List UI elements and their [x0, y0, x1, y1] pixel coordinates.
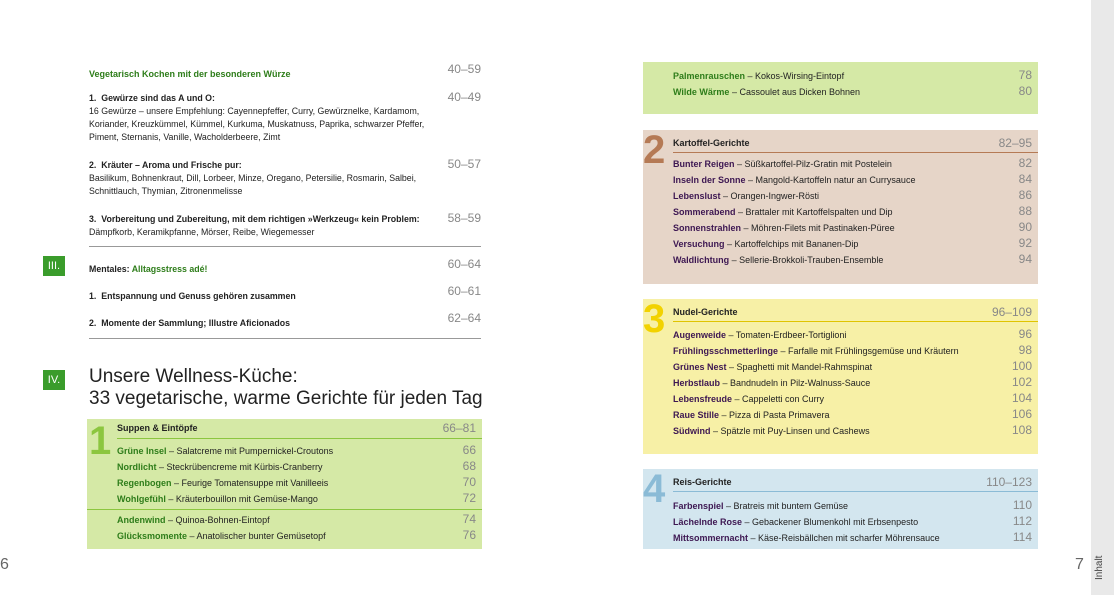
list-item: Südwind – Spätzle mit Puy-Linsen und Cashews 108	[673, 423, 1032, 437]
toc-item-kraeuter	[89, 159, 481, 198]
intro-pages: 40–59	[447, 62, 481, 76]
box-pages: 66–81	[442, 421, 476, 435]
list-item: Andenwind – Quinoa-Bohnen-Eintopf 74	[117, 512, 476, 526]
roman-numeral-4: IV.	[43, 370, 65, 390]
item-title: Momente der Sammlung; Illustre Aficionados	[101, 318, 291, 328]
side-label: Inhalt	[1094, 555, 1105, 580]
box-number: 4	[643, 467, 666, 511]
list-item: Nordlicht – Steckrübencreme mit Kürbis-Cranberry 68	[117, 459, 476, 473]
box-title: Suppen & Eintöpfe	[117, 423, 198, 433]
section-label: Mentales:	[89, 264, 132, 274]
list-item: Lebenslust – Orangen-Ingwer-Rösti 86	[673, 188, 1032, 202]
list-item: Regenbogen – Feurige Tomatensuppe mit Vanilleeis 70	[117, 475, 476, 489]
item-num: 2.	[89, 318, 97, 328]
box-rule	[673, 321, 1038, 322]
box-number: 1	[89, 419, 112, 463]
item-pages: 60–61	[447, 284, 481, 298]
page-number-right: 7	[1075, 556, 1084, 573]
item-line: Koriander, Kreuzkümmel, Kümmel, Kurkuma, Muskatnuss, Paprika, schwarzer Pfeffer,	[89, 119, 425, 129]
box-pages: 96–109	[991, 305, 1032, 319]
recipe-box-nudel	[643, 299, 1038, 454]
section-pages: 60–64	[447, 257, 481, 271]
recipe-box-suppen-cont	[643, 62, 1038, 114]
box-rule	[673, 152, 1038, 153]
item-line: Basilikum, Bohnenkraut, Dill, Lorbeer, Minze, Oregano, Petersilie, Rosmarin, Salbei,	[89, 173, 417, 183]
item-num: 1.	[89, 291, 97, 301]
box-title: Nudel-Gerichte	[673, 307, 738, 317]
item-line: Dämpfkorb, Keramikpfanne, Mörser, Reibe, Wiegemesser	[89, 227, 315, 237]
item-line: Piment, Sternanis, Vanille, Wacholderbeere, Zimt	[89, 132, 281, 142]
item-num: 2.	[89, 160, 97, 170]
section-mentales	[89, 259, 481, 273]
list-item: Glücksmomente – Anatolischer bunter Gemüsetopf 76	[117, 528, 476, 542]
item-num: 1.	[89, 93, 97, 103]
list-item: Waldlichtung – Sellerie-Brokkoli-Trauben-Ensemble 94	[673, 252, 1032, 266]
box-pages: 110–123	[986, 475, 1032, 489]
list-item: Lebensfreude – Cappeletti con Curry 104	[673, 391, 1032, 405]
roman-numeral-3: III.	[43, 256, 65, 276]
box-pages: 82–95	[998, 136, 1032, 150]
divider	[89, 338, 481, 339]
box-number: 2	[643, 128, 666, 172]
box-rule	[87, 509, 482, 510]
recipe-box-reis	[643, 469, 1038, 549]
list-item: Inseln der Sonne – Mangold-Kartoffeln natur an Currysauce 84	[673, 172, 1032, 186]
list-item: Raue Stille – Pizza di Pasta Primavera 106	[673, 407, 1032, 421]
list-item: Palmenrauschen – Kokos-Wirsing-Eintopf 78	[673, 68, 1032, 82]
list-item: Sommerabend – Brattaler mit Kartoffelspalten und Dip 88	[673, 204, 1032, 218]
section-heading	[89, 366, 483, 410]
item-title: Kräuter – Aroma und Frische pur:	[101, 160, 242, 170]
list-item: Augenweide – Tomaten-Erdbeer-Tortiglioni 96	[673, 327, 1032, 341]
list-item: Frühlingsschmetterlinge – Farfalle mit Frühlingsgemüse und Kräutern 98	[673, 343, 1032, 357]
side-strip	[1091, 0, 1114, 595]
list-item: Grüne Insel – Salatcreme mit Pumpernickel-Croutons 66	[117, 443, 476, 457]
heading-line-2: 33 vegetarische, warme Gerichte für jeden Tag	[89, 388, 483, 409]
list-item: Sonnenstrahlen – Möhren-Filets mit Pastinaken-Püree 90	[673, 220, 1032, 234]
list-item: Herbstlaub – Bandnudeln in Pilz-Walnuss-Sauce 102	[673, 375, 1032, 389]
toc-item-entspannung	[89, 286, 481, 300]
box-title: Reis-Gerichte	[673, 477, 732, 487]
intro-row	[89, 64, 481, 78]
intro-title: Vegetarisch Kochen mit der besonderen Würze	[89, 69, 291, 79]
recipe-box-suppen	[87, 419, 482, 549]
item-line: Schnittlauch, Thymian, Zitronenmelisse	[89, 186, 243, 196]
box-rule	[673, 491, 1038, 492]
heading-line-1: Unsere Wellness-Küche:	[89, 366, 298, 387]
item-pages: 40–49	[447, 90, 481, 104]
toc-item-momente	[89, 313, 481, 327]
list-item: Versuchung – Kartoffelchips mit Bananen-Dip 92	[673, 236, 1032, 250]
page-number-left: 6	[0, 556, 9, 573]
list-item: Wohlgefühl – Kräuterbouillon mit Gemüse-Mango 72	[117, 491, 476, 505]
item-title: Entspannung und Genuss gehören zusammen	[101, 291, 296, 301]
box-rule	[117, 438, 482, 439]
list-item: Bunter Reigen – Süßkartoffel-Pilz-Gratin mit Postelein 82	[673, 156, 1032, 170]
section-label-green: Alltagsstress adé!	[131, 264, 208, 274]
list-item: Farbenspiel – Bratreis mit buntem Gemüse 110	[673, 498, 1032, 512]
box-title: Kartoffel-Gerichte	[673, 138, 750, 148]
recipe-box-kartoffel	[643, 130, 1038, 284]
list-item: Lächelnde Rose – Gebackener Blumenkohl mit Erbsenpesto 112	[673, 514, 1032, 528]
list-item: Wilde Wärme – Cassoulet aus Dicken Bohnen 80	[673, 84, 1032, 98]
item-num: 3.	[89, 214, 97, 224]
item-pages: 58–59	[447, 211, 481, 225]
toc-item-gewuerze	[89, 92, 481, 144]
item-line: 16 Gewürze – unsere Empfehlung: Cayennepfeffer, Curry, Gewürznelke, Kardamom,	[89, 106, 420, 116]
list-item: Mittsommernacht – Käse-Reisbällchen mit scharfer Möhrensauce 114	[673, 530, 1032, 544]
box-number: 3	[643, 297, 666, 341]
item-pages: 50–57	[447, 157, 481, 171]
item-pages: 62–64	[447, 311, 481, 325]
list-item: Grünes Nest – Spaghetti mit Mandel-Rahmspinat 100	[673, 359, 1032, 373]
divider	[89, 246, 481, 247]
item-title: Vorbereitung und Zubereitung, mit dem richtigen »Werkzeug« kein Problem:	[101, 214, 420, 224]
toc-item-vorbereitung	[89, 213, 481, 239]
item-title: Gewürze sind das A und O:	[101, 93, 215, 103]
